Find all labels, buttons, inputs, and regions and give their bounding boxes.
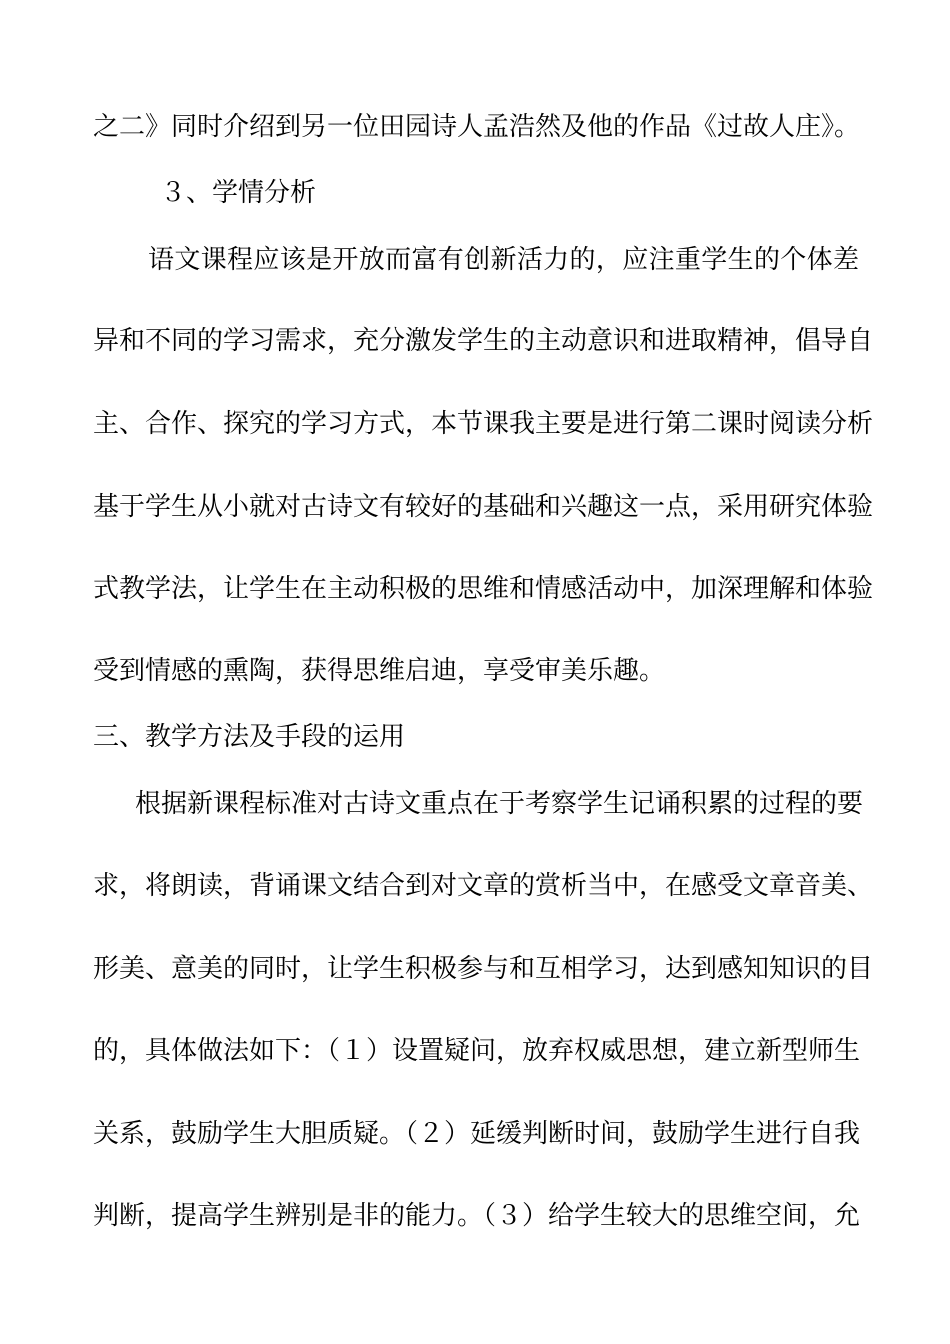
paragraph-first-line: 语文课程应该是开放而富有创新活力的，应注重学生的个体差 [148, 245, 859, 275]
text-line: 之二》同时介绍到另一位田园诗人孟浩然及他的作品《过故人庄》。 [93, 112, 861, 142]
text-line: 关系，鼓励学生大胆质疑。（２）延缓判断时间，鼓励学生进行自我 [93, 1119, 861, 1149]
section-heading: 三、教学方法及手段的运用 [93, 722, 406, 752]
text-line: 形美、意美的同时，让学生积极参与和互相学习，达到感知知识的目 [93, 954, 874, 984]
text-line: 判断，提高学生辨别是非的能力。（３）给学生较大的思维空间，允 [93, 1201, 861, 1231]
section-heading: ３、学情分析 [160, 178, 317, 208]
paragraph-first-line: 根据新课程标准对古诗文重点在于考察学生记诵积累的过程的要 [135, 789, 864, 819]
text-line: 式教学法，让学生在主动积极的思维和情感活动中，加深理解和体验 [93, 574, 874, 604]
text-line: 异和不同的学习需求，充分激发学生的主动意识和进取精神，倡导自 [93, 326, 874, 356]
text-line: 求，将朗读，背诵课文结合到对文章的赏析当中，在感受文章音美、 [93, 871, 874, 901]
text-line: 主、合作、探究的学习方式，本节课我主要是进行第二课时阅读分析 [93, 409, 874, 439]
text-line: 受到情感的熏陶，获得思维启迪，享受审美乐趣。 [93, 656, 666, 686]
text-line: 的，具体做法如下：（１）设置疑问，放弃权威思想，建立新型师生 [93, 1036, 861, 1066]
text-line: 基于学生从小就对古诗文有较好的基础和兴趣这一点，采用研究体验 [93, 492, 874, 522]
